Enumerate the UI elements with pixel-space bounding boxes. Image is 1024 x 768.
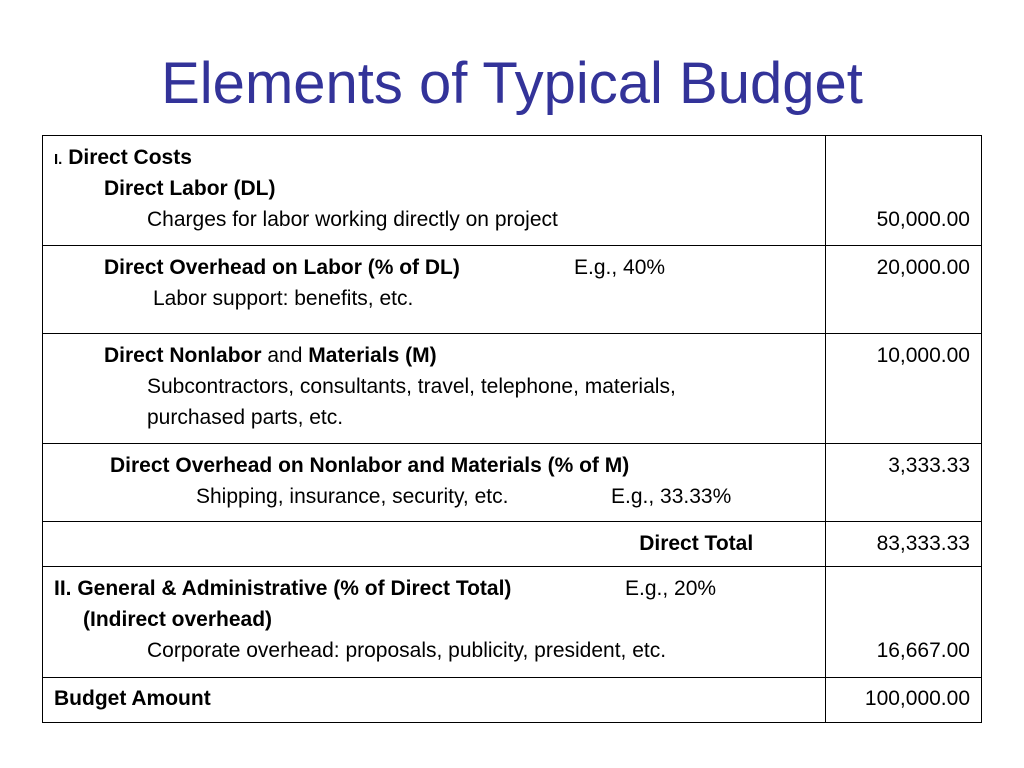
row-description-cell (43, 136, 826, 246)
item-description-line2: purchased parts, etc. (147, 406, 344, 429)
row-amount-cell (826, 444, 982, 522)
item-description: Corporate overhead: proposals, publicity, president, etc. (147, 639, 667, 662)
row-amount-cell (826, 334, 982, 444)
item-title-overhead-nonlabor: Direct Overhead on Nonlabor and Materials (% of M) (110, 454, 630, 477)
section-heading-general-admin (54, 577, 511, 601)
row-description-cell (43, 246, 826, 334)
row-description-cell (43, 567, 826, 678)
amount-value: 100,000.00 (864, 687, 970, 710)
table-row-overhead-labor (43, 246, 982, 334)
section-heading-direct-costs (54, 146, 192, 172)
item-example: E.g., 33.33% (611, 485, 732, 508)
item-title-joiner: and (267, 344, 303, 367)
table-row-budget-amount (43, 678, 982, 723)
table-row-direct-total (43, 522, 982, 567)
item-description-line1: Subcontractors, consultants, travel, telephone, materials, (147, 375, 676, 398)
budget-table (42, 135, 982, 723)
amount-value: 3,333.33 (888, 454, 970, 477)
table-row-overhead-nonlabor (43, 444, 982, 522)
slide-title: Elements of Typical Budget (161, 51, 863, 116)
item-subtitle: (Indirect overhead) (83, 608, 273, 631)
direct-total-label: Direct Total (639, 532, 754, 555)
amount-value: 83,333.33 (876, 532, 970, 555)
row-description-cell (43, 678, 826, 723)
item-description: Labor support: benefits, etc. (153, 287, 414, 310)
item-title-direct-labor: Direct Labor (DL) (104, 177, 276, 200)
section-title: II. General & Administrative (% of Direct Total) (54, 577, 512, 600)
amount-value: 16,667.00 (876, 639, 970, 662)
amount-value: 50,000.00 (876, 208, 970, 231)
table-row-general-admin (43, 567, 982, 678)
section-roman-numeral: I. (54, 151, 63, 168)
item-title-part2: Materials (M) (308, 344, 437, 367)
item-title: Direct Overhead on Labor (% of DL) (104, 256, 460, 279)
row-description-cell (43, 444, 826, 522)
budget-amount-label: Budget Amount (54, 687, 211, 710)
item-description: Shipping, insurance, security, etc. (196, 485, 509, 508)
table-row-direct-labor (43, 136, 982, 246)
amount-value: 20,000.00 (876, 256, 970, 279)
item-title-part1: Direct Nonlabor (104, 344, 262, 367)
row-amount-cell (826, 246, 982, 334)
item-example: E.g., 20% (625, 577, 717, 600)
item-heading-overhead-labor (104, 256, 460, 280)
amount-value: 10,000.00 (876, 344, 970, 367)
table-row-nonlabor-materials (43, 334, 982, 444)
item-heading-nonlabor (104, 344, 437, 368)
row-description-cell (43, 522, 826, 567)
row-amount-cell (826, 567, 982, 678)
item-example: E.g., 40% (574, 256, 666, 279)
section-title: Direct Costs (68, 146, 192, 169)
row-amount-cell (826, 522, 982, 567)
row-amount-cell (826, 678, 982, 723)
row-description-cell (43, 334, 826, 444)
item-description: Charges for labor working directly on project (147, 208, 558, 231)
row-amount-cell (826, 136, 982, 246)
